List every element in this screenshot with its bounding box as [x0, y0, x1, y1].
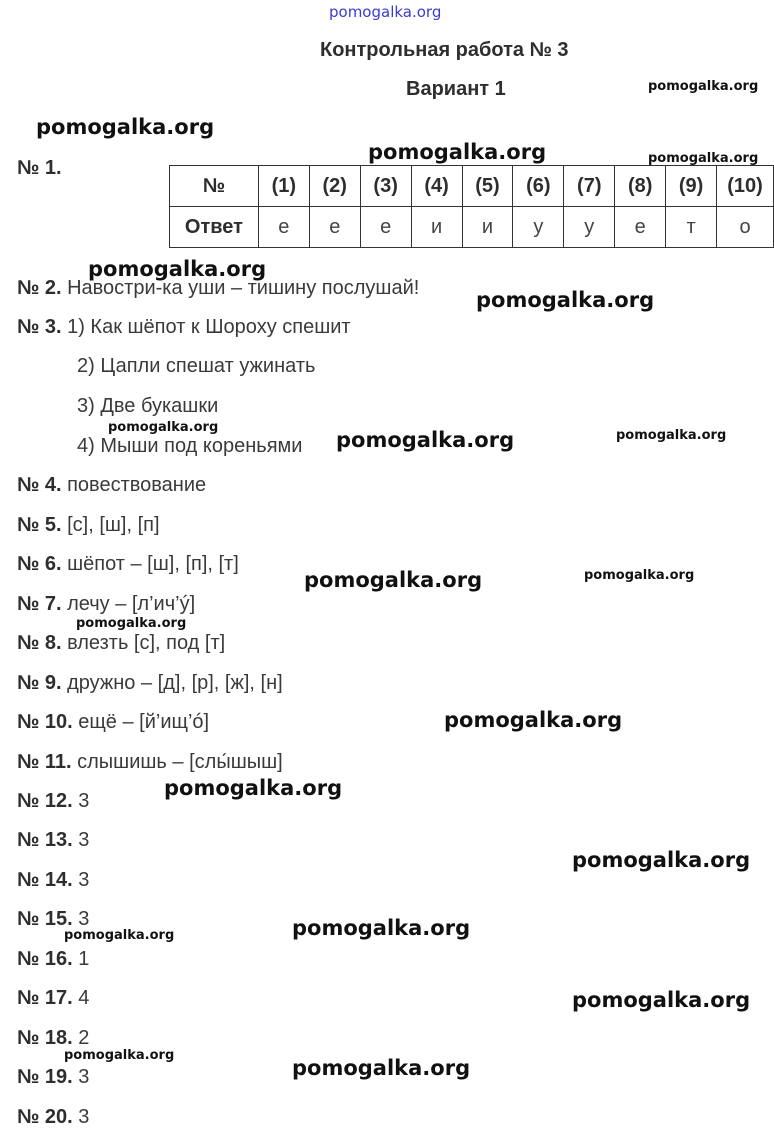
- watermark: pomogalka.org: [584, 568, 695, 583]
- table-cell: (7): [564, 166, 615, 207]
- watermark: pomogalka.org: [572, 988, 751, 1012]
- page-title: Контрольная работа № 3: [320, 39, 569, 61]
- task-15: № 15. 3: [17, 908, 90, 930]
- header-cell: Ответ: [170, 207, 259, 248]
- task-8: № 8. влезть [с], под [т]: [17, 632, 226, 654]
- task-1-label: № 1.: [17, 157, 62, 179]
- answer-table: [169, 165, 774, 248]
- task-4: № 4. повествование: [17, 474, 207, 496]
- variant-title: Вариант 1: [406, 78, 506, 100]
- task-14: № 14. 3: [17, 869, 90, 891]
- table-cell: (5): [462, 166, 513, 207]
- watermark: pomogalka.org: [336, 428, 515, 452]
- watermark-top: pomogalka.org: [329, 3, 442, 21]
- table-cell: е: [615, 207, 666, 248]
- task-17: № 17. 4: [17, 987, 90, 1009]
- table-cell: е: [258, 207, 309, 248]
- table-cell: у: [513, 207, 564, 248]
- watermark: pomogalka.org: [64, 1048, 175, 1063]
- table-answer-row: [170, 207, 774, 248]
- watermark: pomogalka.org: [572, 848, 751, 872]
- watermark: pomogalka.org: [476, 288, 655, 312]
- task-3: № 3. 1) Как шёпот к Шороху спешит: [17, 316, 351, 338]
- table-cell: (9): [666, 166, 717, 207]
- task-12: № 12. 3: [17, 790, 90, 812]
- watermark: pomogalka.org: [304, 568, 483, 592]
- watermark: pomogalka.org: [648, 151, 759, 166]
- task-6: № 6. шёпот – [ш], [п], [т]: [17, 553, 239, 575]
- task-10: № 10. ещё – [й’ищ’ó]: [17, 711, 210, 733]
- task-16: № 16. 1: [17, 948, 90, 970]
- watermark: pomogalka.org: [88, 257, 267, 281]
- watermark: pomogalka.org: [292, 1056, 471, 1080]
- table-cell: (4): [411, 166, 462, 207]
- task-9: № 9. дружно – [д], [р], [ж], [н]: [17, 672, 283, 694]
- task-7: № 7. лечу – [л’ич’ý]: [17, 593, 196, 615]
- header-cell: №: [170, 166, 259, 207]
- task-13: № 13. 3: [17, 829, 90, 851]
- table-cell: (1): [258, 166, 309, 207]
- table-cell: (8): [615, 166, 666, 207]
- table-cell: т: [666, 207, 717, 248]
- watermark: pomogalka.org: [76, 616, 187, 631]
- table-cell: е: [360, 207, 411, 248]
- task-3-item-2: 2) Цапли спешат ужинать: [77, 355, 316, 377]
- watermark: pomogalka.org: [64, 928, 175, 943]
- task-18: № 18. 2: [17, 1027, 90, 1049]
- table-cell: и: [411, 207, 462, 248]
- table-cell: (3): [360, 166, 411, 207]
- table-cell: (2): [309, 166, 360, 207]
- watermark: pomogalka.org: [648, 79, 759, 94]
- watermark: pomogalka.org: [164, 776, 343, 800]
- table-cell: (6): [513, 166, 564, 207]
- task-2: № 2. Навостри-ка уши – тишину послушай!: [17, 277, 420, 299]
- task-11: № 11. слышишь – [слы́шыш]: [17, 751, 283, 773]
- watermark: pomogalka.org: [368, 140, 547, 164]
- watermark: pomogalka.org: [616, 428, 727, 443]
- table-cell: у: [564, 207, 615, 248]
- task-20: № 20. 3: [17, 1106, 90, 1128]
- table-cell: е: [309, 207, 360, 248]
- table-cell: (10): [717, 166, 774, 207]
- watermark: pomogalka.org: [108, 420, 219, 435]
- watermark: pomogalka.org: [444, 708, 623, 732]
- table-header-row: [170, 166, 774, 207]
- task-5: № 5. [с], [ш], [п]: [17, 514, 160, 536]
- table-cell: и: [462, 207, 513, 248]
- watermark: pomogalka.org: [36, 115, 215, 139]
- watermark: pomogalka.org: [292, 916, 471, 940]
- task-3-item-3: 3) Две букашки: [77, 395, 219, 417]
- table-cell: о: [717, 207, 774, 248]
- task-3-item-4: 4) Мыши под кореньями: [77, 435, 303, 457]
- task-19: № 19. 3: [17, 1066, 90, 1088]
